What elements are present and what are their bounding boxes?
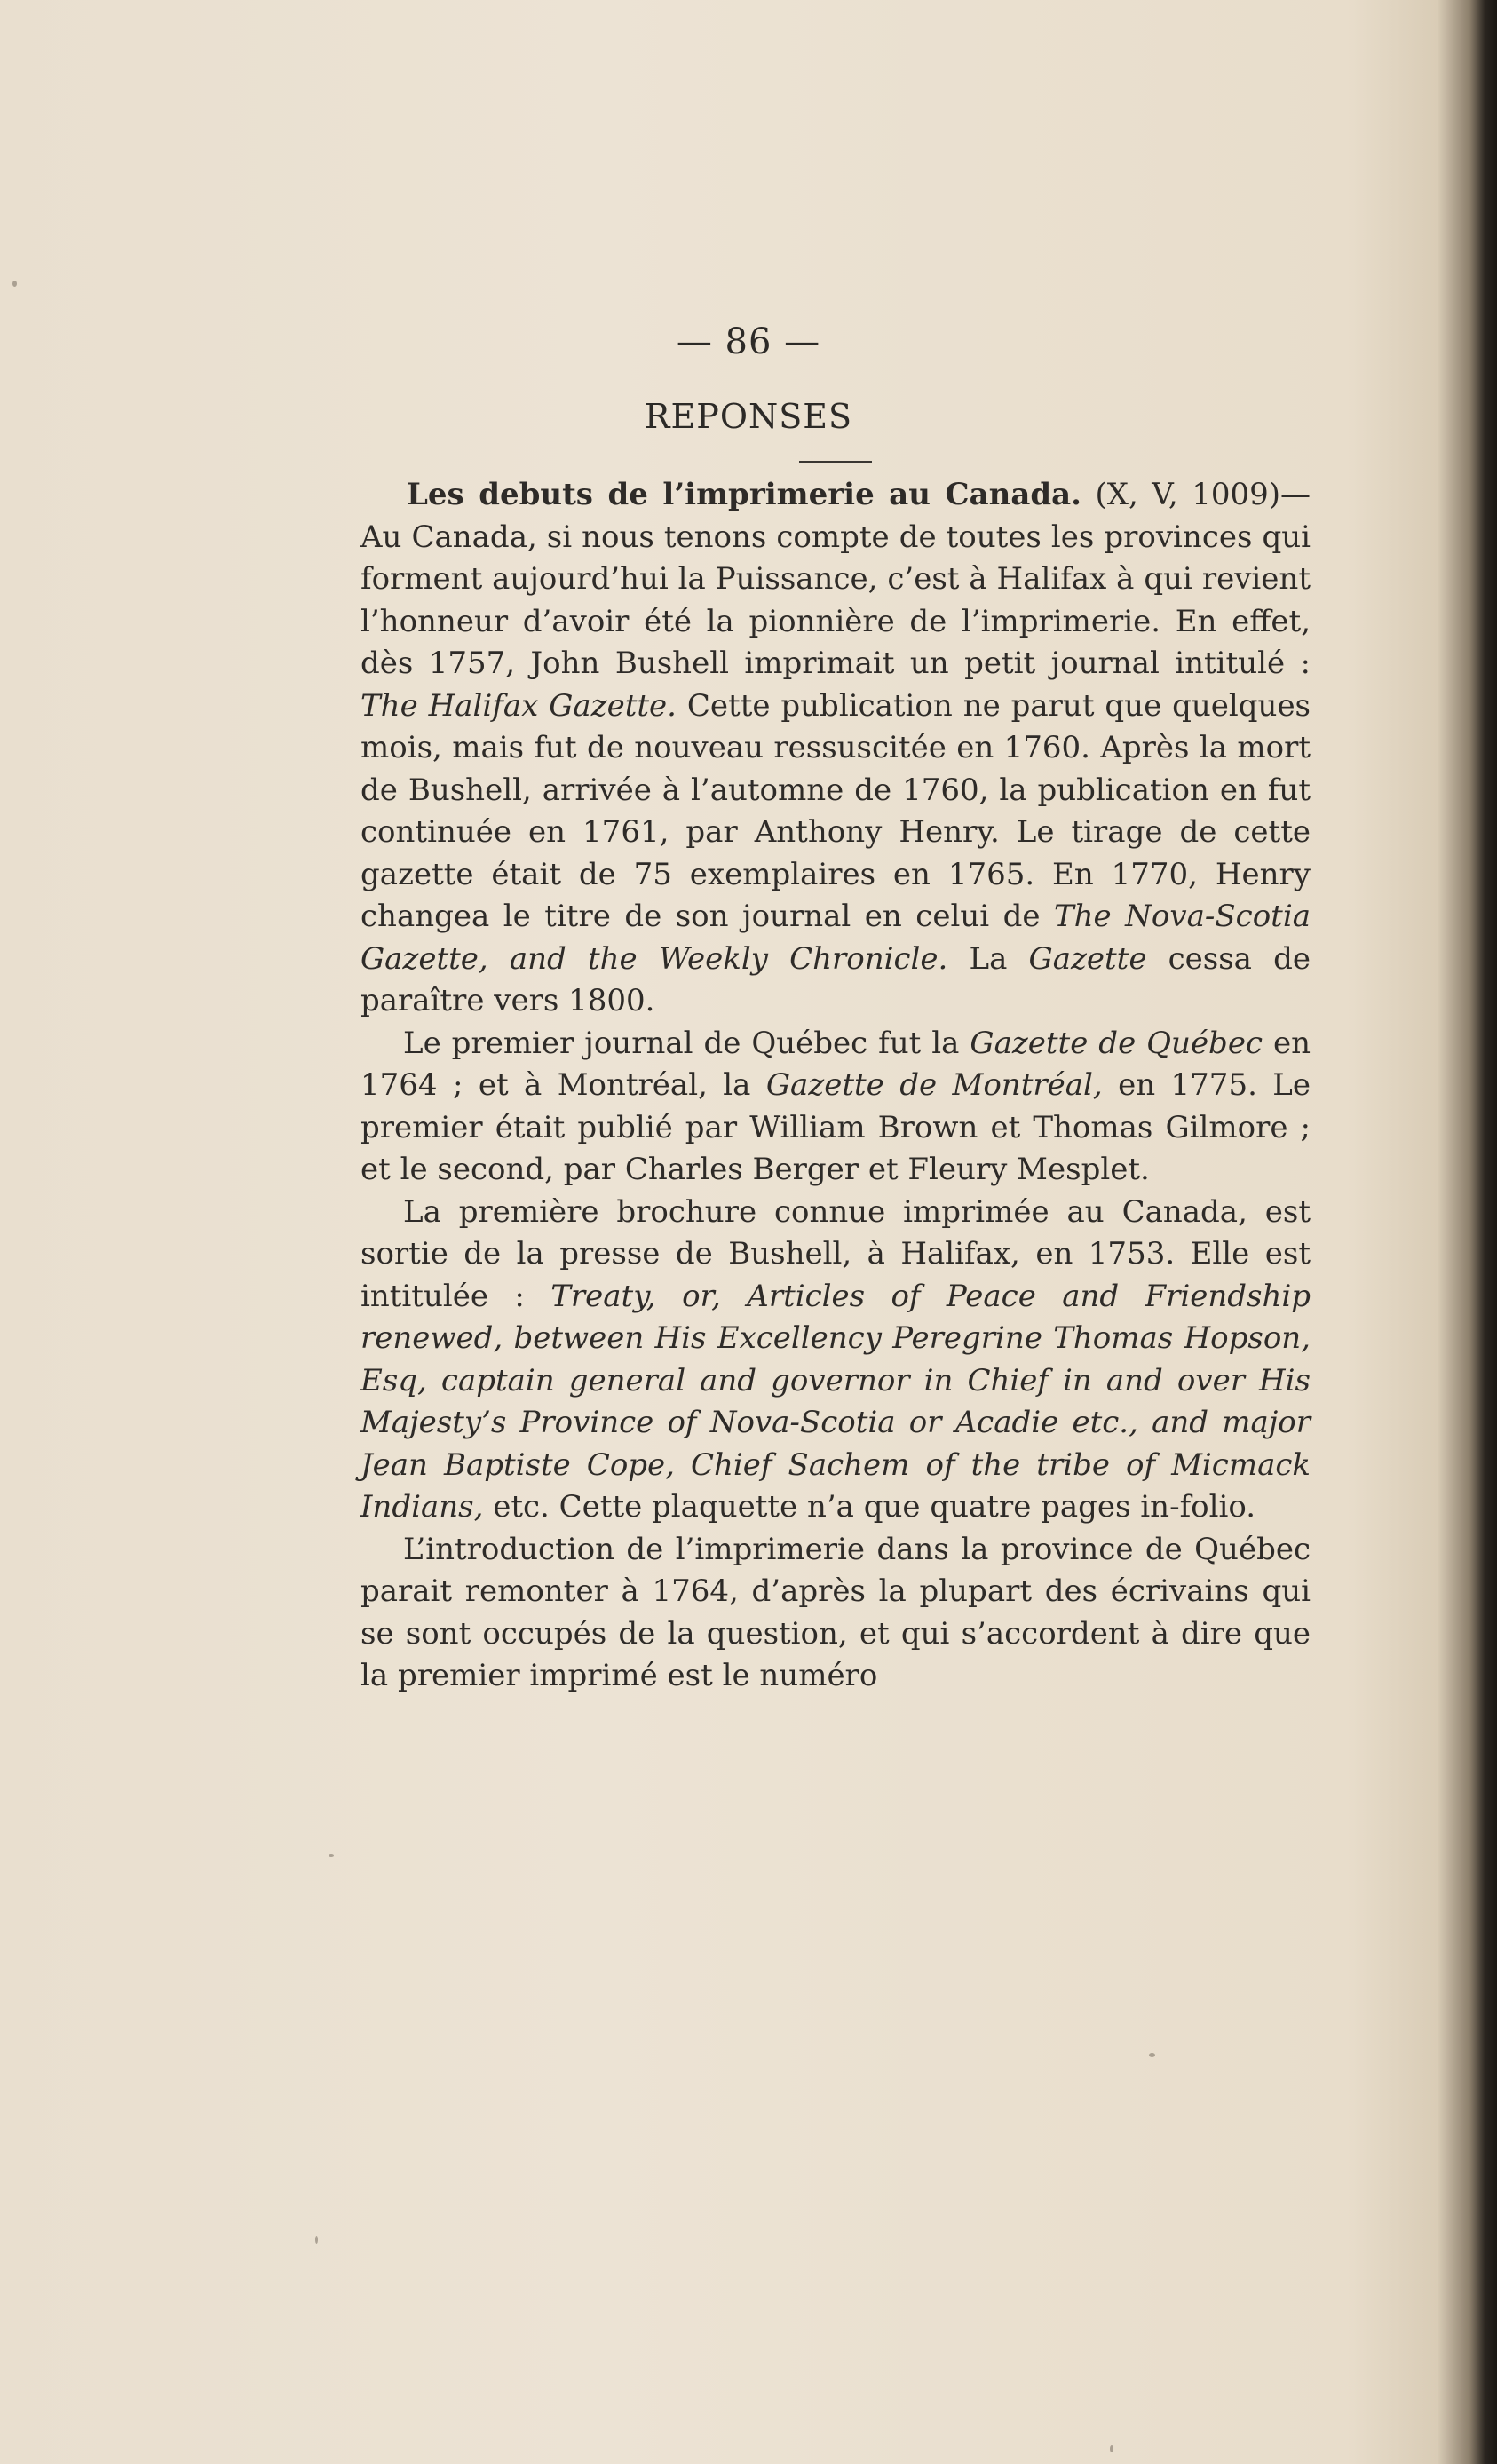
paragraph-2-italic-1: Gazette de Québec: [970, 1025, 1263, 1061]
paper-speck: [1110, 2445, 1113, 2452]
paragraph-1-text-4: cessa de paraître vers 1800.: [360, 940, 1311, 1018]
section-title: REPONSES: [644, 397, 853, 436]
title-rule: [799, 461, 872, 463]
paragraph-4: [360, 1529, 1311, 1698]
paragraph-1-text-3: La: [947, 940, 1029, 977]
paper-speck: [329, 1854, 334, 1857]
paragraph-1-text-2: Cette publication ne parut que quelques mois, mais fut de nouveau ressuscitée en 1760. Après la mort de Bushell, arrivée à l’automne de 1760, la publication en fut continuée en 1761, par Anthony Henry. Le tirage de cette gazette était de 75 exemplaires en 1765. En 1770, Henry changea le titre de son journal en celui de: [360, 687, 1311, 934]
article-body: [360, 474, 1311, 1698]
paragraph-3: [360, 1192, 1311, 1529]
page-number: — 86 —: [676, 321, 821, 362]
paragraph-1-italic-2: The Nova-Scotia Gazette, and the Weekly Chronicle.: [360, 899, 1311, 977]
paper-speck: [315, 2236, 318, 2244]
article-heading: Les debuts de l’imprimerie au Canada.: [407, 477, 1082, 512]
paragraph-2: [360, 1023, 1311, 1192]
paragraph-3-text-2: etc. Cette plaquette n’a que quatre pages in-folio.: [483, 1489, 1256, 1525]
paragraph-2-italic-2: Gazette de Montréal,: [765, 1067, 1103, 1103]
paragraph-4-text-1: L’introduction de l’imprimerie dans la province de Québec parait remonter à 1764, d’après la plupart des écrivains qui se sont occupés de la question, et qui s’accordent à dire que la premier imprimé est le numéro: [360, 1531, 1311, 1693]
paragraph-2-text-3: en 1775. Le premier était publié par William Brown et Thomas Gilmore ; et le second, par Charles Berger et Fleury Mesplet.: [360, 1067, 1311, 1187]
paragraph-3-italic-1: Treaty, or, Articles of Peace and Friendship renewed, between His Excellency Peregrine Thomas Hopson, Esq, captain general and governor in Chief in and over His Majesty’s Province of Nova-Scotia or Acadie etc., and major Jean Baptiste Cope, Chief Sachem of the tribe of Micmack Indians,: [360, 1278, 1311, 1525]
paragraph-3-text-1: La première brochure connue imprimée au Canada, est sortie de la presse de Bushell, à Halifax, en 1753. Elle est intitulée :: [360, 1193, 1311, 1314]
paragraph-1-italic-1: The Halifax Gazette.: [360, 687, 677, 724]
paragraph-1-text-1: (X, V, 1009)—Au Canada, si nous tenons compte de toutes les provinces qui forment aujourd’hui la Puissance, c’est à Halifax à qui revient l’honneur d’avoir été la pionnière de l’imprimerie. En effet, dès 1757, John Bushell imprimait un petit journal intitulé :: [360, 477, 1311, 681]
paragraph-1: [360, 474, 1311, 1023]
paper-speck: [1149, 2053, 1155, 2057]
paragraph-1-italic-3: Gazette: [1028, 940, 1147, 977]
paragraph-2-text-2: en 1764 ; et à Montréal, la: [360, 1025, 1311, 1103]
paper-speck: [12, 281, 17, 287]
paragraph-2-text-1: Le premier journal de Québec fut la: [403, 1025, 970, 1061]
